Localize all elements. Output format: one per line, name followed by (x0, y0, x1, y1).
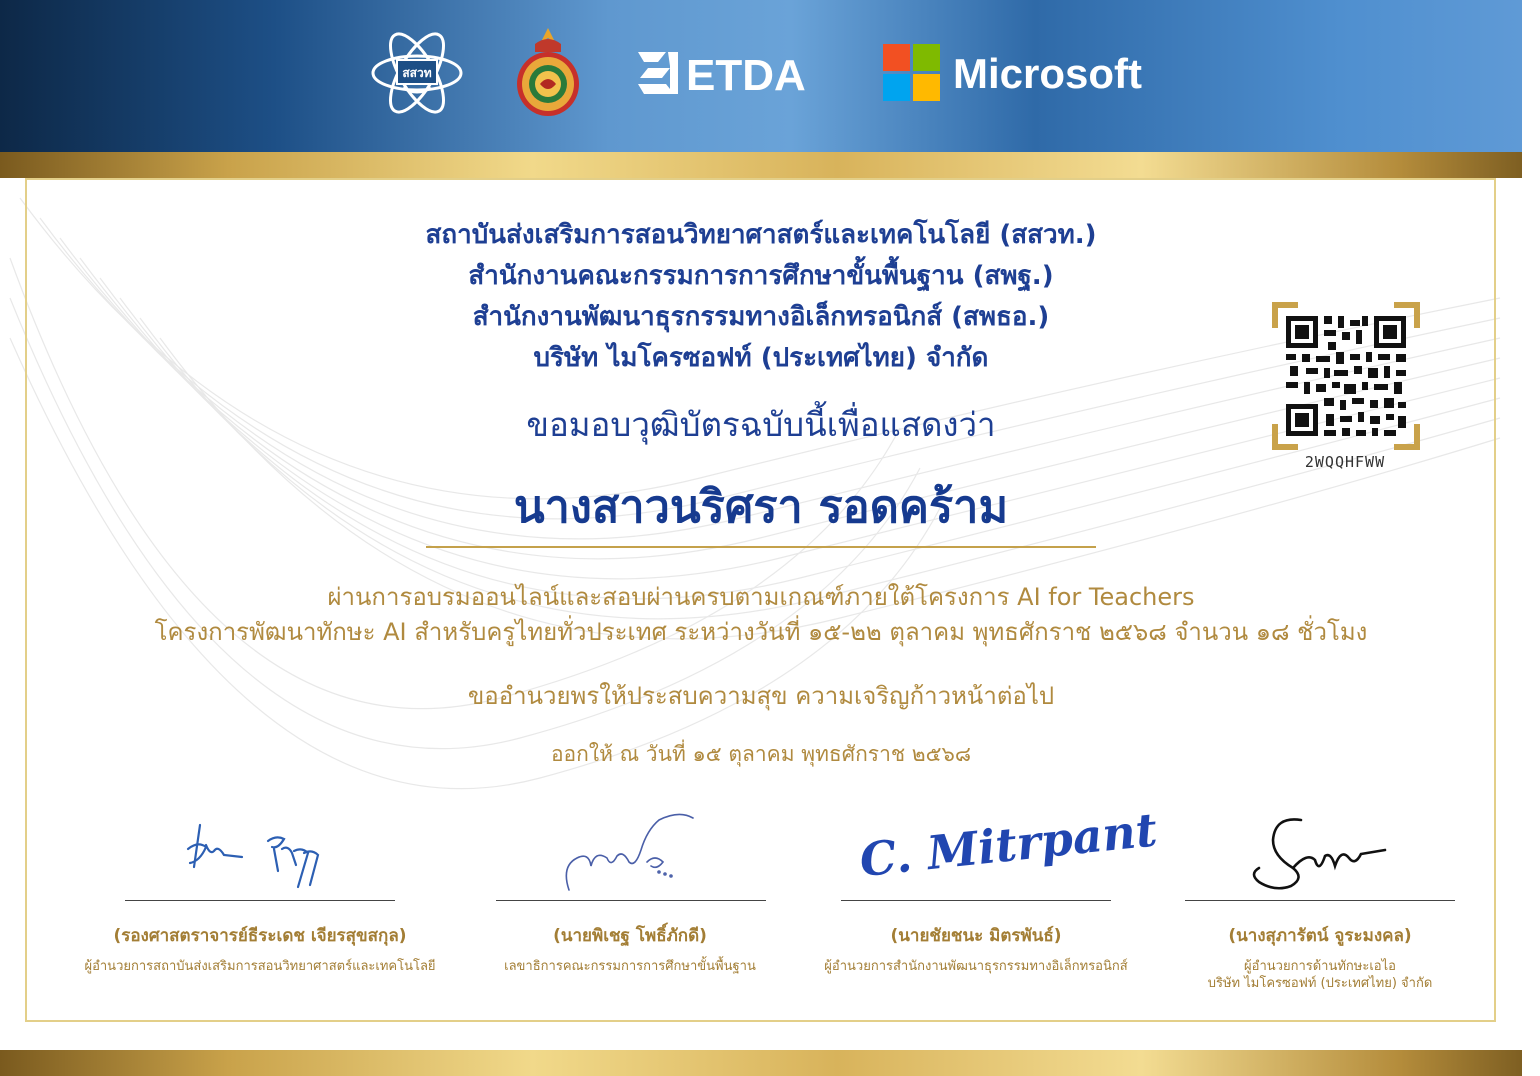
recipient-name: นางสาวนริศรา รอดคร้าม (513, 480, 1009, 533)
signatory-4-title-line-1: ผู้อำนวยการด้านทักษะเอไอ (1244, 959, 1396, 974)
signatory-4-title-line-2: บริษัท ไมโครซอฟท์ (ประเทศไทย) จำกัด (1207, 976, 1433, 991)
signatory-3-title: ผู้อำนวยการสำนักงานพัฒนาธุรกรรมทางอิเล็กทรอนิกส์ (824, 959, 1128, 974)
signatory-2-name: (นายพิเชฐ โพธิ์ภักดี) (553, 926, 707, 946)
svg-text:C. Mitrpant: C. Mitrpant (857, 802, 1160, 888)
gold-band-bottom (0, 1050, 1522, 1076)
microsoft-logo (883, 44, 1153, 102)
ipst-logo (370, 26, 464, 120)
svg-text:ETDA: ETDA (686, 51, 806, 100)
issue-date: ออกให้ ณ วันที่ ๑๕ ตุลาคม พุทธศักราช ๒๕๖๘ (550, 742, 972, 766)
etda-logo (636, 48, 830, 98)
signature-2 (555, 810, 705, 900)
description-line-2: โครงการพัฒนาทักษะ AI สำหรับครูไทยทั่วประเทศ ระหว่างวันที่ ๑๕-๒๒ ตุลาคม พุทธศักราช ๒๕๖๘ จำนวน ๑๘ ชั่วโมง (154, 618, 1368, 646)
verification-code: 2WQQHFWW (1304, 453, 1386, 471)
org-line-ipst: สถาบันส่งเสริมการสอนวิทยาศาสตร์และเทคโนโลยี (สสวท.) (425, 220, 1097, 250)
gold-band-top (0, 152, 1522, 178)
signatory-4-name: (นางสุภารัตน์ จูระมงคล) (1228, 926, 1412, 946)
signature-line-4 (1185, 900, 1455, 901)
signatory-2-title: เลขาธิการคณะกรรมการการศึกษาขั้นพื้นฐาน (504, 959, 756, 974)
signatory-1-name: (รองศาสตราจารย์ธีระเดช เจียรสุขสกุล) (113, 926, 407, 946)
signature-4 (1245, 812, 1395, 896)
signatory-3-name: (นายชัยชนะ มิตรพันธ์) (890, 926, 1062, 946)
blessing-text: ขออำนวยพรให้ประสบความสุข ความเจริญก้าวหน้าต่อไป (467, 682, 1055, 710)
signatory-1-title: ผู้อำนวยการสถาบันส่งเสริมการสอนวิทยาศาสตร์และเทคโนโลยี (84, 959, 436, 974)
org-line-microsoft: บริษัท ไมโครซอฟท์ (ประเทศไทย) จำกัด (533, 343, 989, 373)
org-line-etda: สำนักงานพัฒนาธุรกรรมทางอิเล็กทรอนิกส์ (สพธอ.) (472, 302, 1050, 332)
svg-text:Microsoft: Microsoft (953, 50, 1142, 97)
signature-3 (857, 802, 1160, 898)
signature-line-2 (496, 900, 766, 901)
signature-1 (180, 805, 340, 895)
obec-emblem-logo (515, 26, 581, 118)
certificate-intro: ขอมอบวุฒิบัตรฉบับนี้เพื่อแสดงว่า (526, 405, 996, 444)
signatory-4-title (1100, 958, 1540, 992)
svg-text:สสวท: สสวท (402, 66, 432, 80)
org-line-obec: สำนักงานคณะกรรมการการศึกษาขั้นพื้นฐาน (สพฐ.) (468, 261, 1054, 291)
name-underline (426, 546, 1096, 548)
signature-line-1 (125, 900, 395, 901)
description-line-1: ผ่านการอบรมออนไลน์และสอบผ่านครบตามเกณฑ์ภายใต้โครงการ AI for Teachers (327, 583, 1195, 611)
verification-qr-code[interactable] (1272, 302, 1420, 450)
signature-line-3 (841, 900, 1111, 901)
